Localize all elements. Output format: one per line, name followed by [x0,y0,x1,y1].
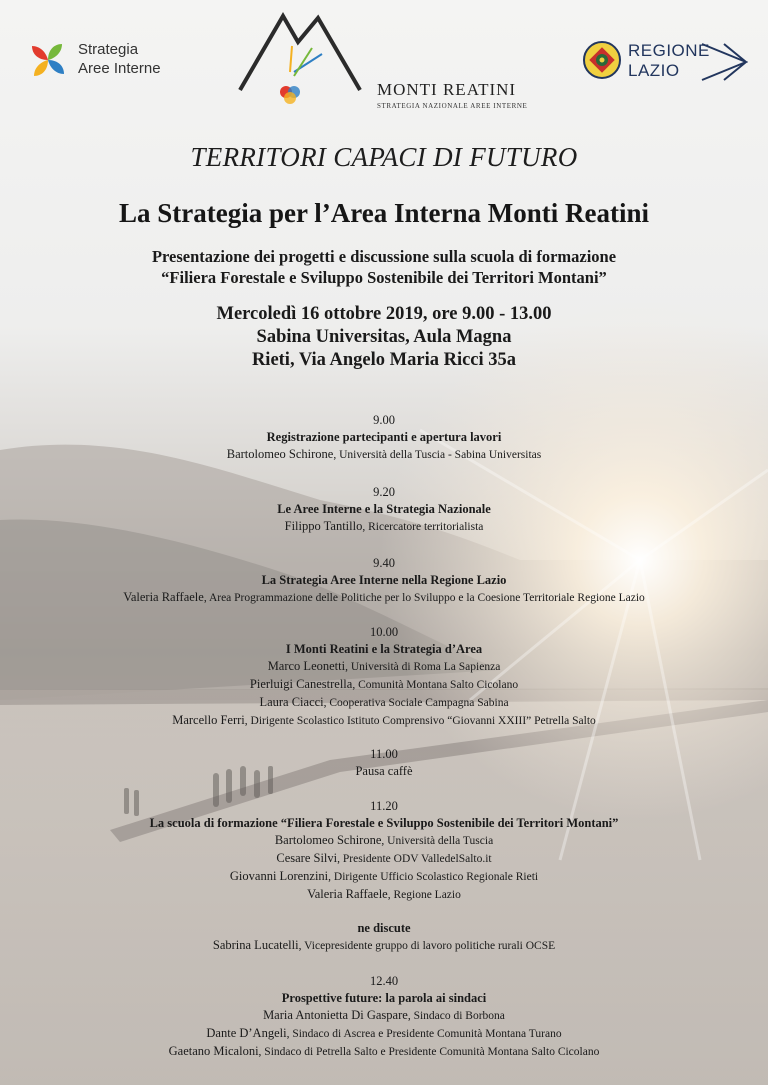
session-title: I Monti Reatini e la Strategia d’Area [285,642,483,656]
session-time: 9.00 [373,413,395,427]
speaker [0,832,768,850]
speaker [0,1043,768,1061]
speaker-name: Maria Antonietta Di Gaspare [263,1008,408,1022]
event-address: Rieti, Via Angelo Maria Ricci 35a [251,350,517,370]
mountains-mark-icon [238,12,368,112]
speaker-affiliation: , Area Programmazione delle Politiche per lo Sviluppo e la Coesione Territoriale Regione Lazio [203,592,645,604]
speaker-affiliation: , Vicepresidente gruppo di lavoro politiche rurali OCSE [298,940,556,952]
speaker [0,1007,768,1025]
speaker [0,850,768,868]
event-details [0,303,768,372]
program-session [0,412,768,464]
speaker-affiliation: , Presidente ODV ValledelSalto.it [337,853,492,865]
speaker-name: Bartolomeo Schirone [226,447,334,461]
session-title: La scuola di formazione “Filiera Forestale e Sviluppo Sostenibile dei Territori Montani” [149,816,619,830]
regione-lazio-logo [582,40,752,85]
sai-flower-icon [28,40,68,80]
speaker-affiliation: , Regione Lazio [387,889,461,901]
monti-reatini-name: MONTI REATINI [377,80,517,99]
speaker-affiliation: , Sindaco di Borbona [407,1010,505,1022]
tagline: TERRITORI CAPACI DI FUTURO [190,142,578,172]
speaker-name: Marcello Ferri [172,713,245,727]
program-session [0,920,768,955]
speaker [0,868,768,886]
monti-reatini-logo [238,12,538,112]
speaker-affiliation: , Università della Tuscia [381,835,494,847]
speaker [0,937,768,955]
session-title: Le Aree Interne e la Strategia Nazionale [277,502,491,516]
strategia-aree-interne-logo [28,38,188,88]
event-date: Mercoledì 16 ottobre 2019, ore 9.00 - 13.00 [216,304,552,324]
speaker [0,676,768,694]
session-time: 10.00 [369,625,399,639]
lazio-logo-line1: REGIONE [628,41,710,60]
speaker-name: Pierluigi Canestrella [249,677,353,691]
speaker-name: Dante D’Angeli [206,1026,287,1040]
program-session [0,624,768,730]
session-time: 9.20 [373,485,395,499]
program-session [0,555,768,607]
speaker [0,712,768,730]
intro-line1: Presentazione dei progetti e discussione sulla scuola di formazione [151,247,617,266]
speaker [0,694,768,712]
speaker-affiliation: , Ricercatore territorialista [362,521,484,533]
intro-line2: “Filiera Forestale e Sviluppo Sostenibile dei Territori Montani” [161,268,607,287]
speaker-name: Giovanni Lorenzini [229,869,329,883]
speaker-name: Marco Leonetti [267,659,346,673]
session-time: 12.40 [369,974,399,988]
program-session [0,973,768,1061]
page-title: La Strategia per l’Area Interna Monti Reatini [119,198,649,228]
program-session [0,484,768,536]
speaker-name: Cesare Silvi [276,851,338,865]
speaker-affiliation: , Comunità Montana Salto Cicolano [352,679,519,691]
speaker-affiliation: , Cooperativa Sociale Campagna Sabina [323,697,509,709]
speaker-name: Sabrina Lucatelli [212,938,299,952]
session-title: La Strategia Aree Interne nella Regione Lazio [261,573,507,587]
monti-reatini-subtitle: STRATEGIA NAZIONALE AREE INTERNE [377,102,528,110]
speaker [0,589,768,607]
session-time: 9.40 [373,556,395,570]
sai-logo-line1: Strategia [78,41,139,58]
speaker [0,886,768,904]
speaker-affiliation: , Dirigente Ufficio Scolastico Regionale Rieti [328,871,539,883]
speaker-name: Filippo Tantillo [284,519,363,533]
program-session [0,746,768,780]
lazio-emblem-icon [582,40,622,80]
speaker-affiliation: , Sindaco di Petrella Salto e Presidente Comunità Montana Salto Cicolano [258,1046,600,1058]
speaker-name: Valeria Raffaele [307,887,388,901]
event-venue: Sabina Universitas, Aula Magna [256,327,512,347]
intro-text [0,246,768,288]
lazio-logo-line2: LAZIO [628,61,680,80]
speaker-name: Gaetano Micaloni [168,1044,259,1058]
speaker [0,518,768,536]
speaker [0,1025,768,1043]
speaker [0,446,768,464]
speaker-affiliation: , Università della Tuscia - Sabina Universitas [333,449,542,461]
session-time: 11.00 [370,747,398,761]
speaker-name: Valeria Raffaele [123,590,204,604]
session-title: Prospettive future: la parola ai sindaci [281,991,487,1005]
speaker-affiliation: , Sindaco di Ascrea e Presidente Comunità Montana Turano [286,1028,562,1040]
speaker [0,658,768,676]
session-time: 11.20 [370,799,398,813]
session-title: ne discute [357,921,411,935]
lazio-chevron-icon [700,42,748,82]
sai-logo-line2: Aree Interne [78,60,161,77]
session-title: Registrazione partecipanti e apertura lavori [266,430,502,444]
speaker-name: Laura Ciacci [259,695,324,709]
program-session [0,798,768,904]
speaker-affiliation: , Università di Roma La Sapienza [345,661,501,673]
speaker-name: Bartolomeo Schirone [274,833,382,847]
speaker-affiliation: , Dirigente Scolastico Istituto Comprensivo “Giovanni XXIII” Petrella Salto [244,715,596,727]
session-title: Pausa caffè [355,764,413,778]
